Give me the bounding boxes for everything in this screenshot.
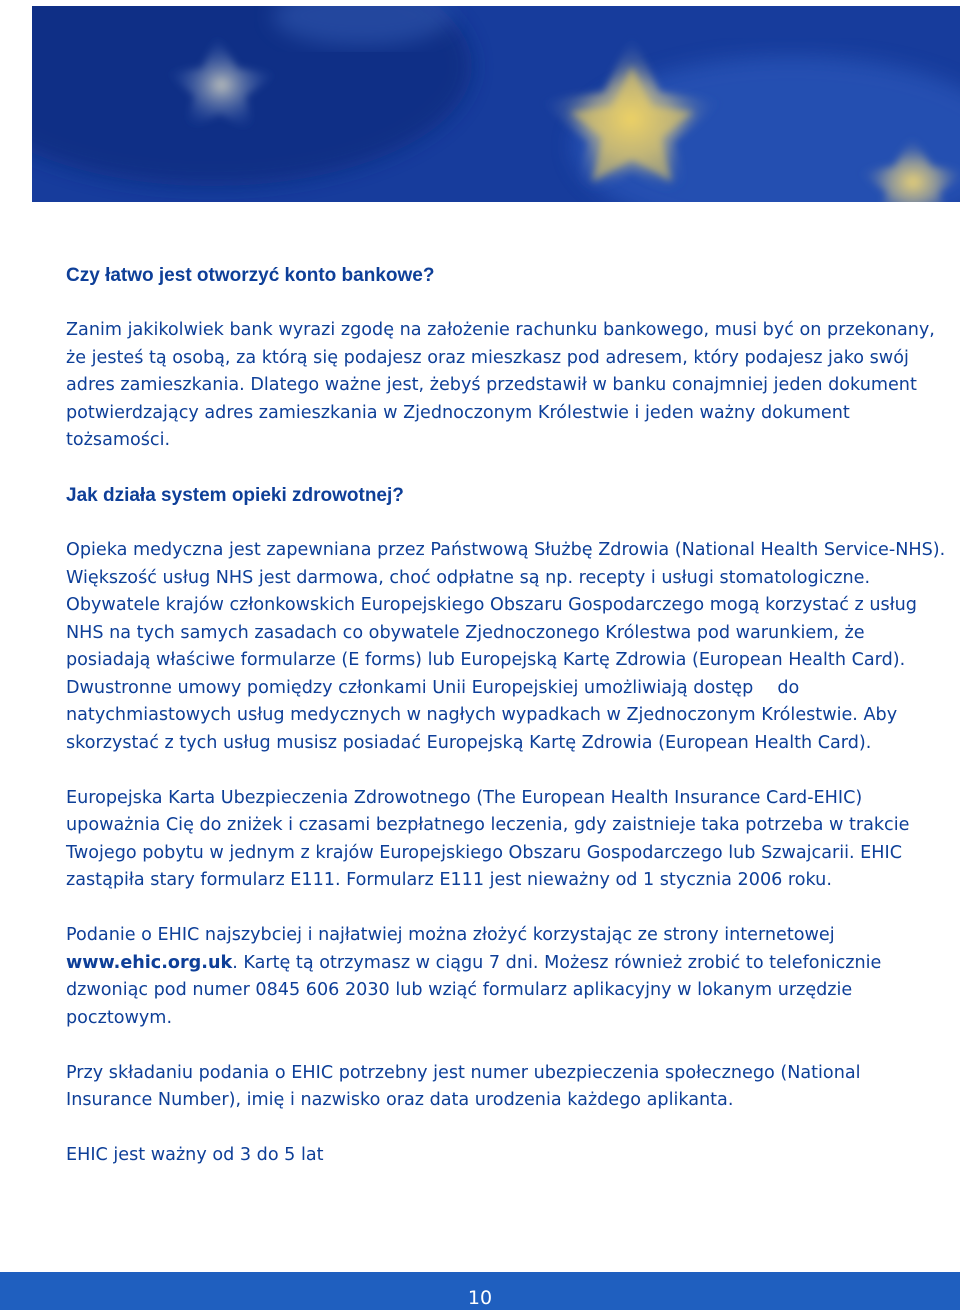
health-system-paragraph bbox=[66, 537, 946, 757]
hero-banner-image bbox=[32, 6, 960, 202]
ehic-application-text-a: Podanie o EHIC najszybciej i najłatwiej można złożyć korzystając ze strony internetowej bbox=[66, 925, 835, 945]
bank-account-paragraph: Zanim jakikolwiek bank wyrazi zgodę na założenie rachunku bankowego, musi być on przekonany, że jesteś tą osobą, za którą się podajesz oraz mieszkasz pod adresem, który podajesz jako swój adres zamieszkania. Dlatego ważne jest, żebyś przedstawił w banku conajmniej jeden dokument potwierdzający adres zamieszkania w Zjednoczonym Królestwie i jeden ważny dokument tożsamości. bbox=[66, 320, 935, 450]
ehic-application-paragraph bbox=[66, 922, 946, 1032]
ehic-website-link[interactable]: www.ehic.org.uk bbox=[66, 952, 233, 973]
eu-stars-illustration bbox=[32, 6, 960, 202]
health-system-text-a: Opieka medyczna jest zapewniana przez Państwową Służbę Zdrowia (National Health Service-NHS). Większość usług NHS jest darmowa, choć odpłatne są np. recepty i usługi stomatologiczne. Obywatele krajów członkowskich Europejskiego Obszaru Gospodarczego mogą korzystać z usług NHS na tych samych zasadach co obywatele Zjednoczonego Królestwa pod warunkiem, że posiadają właściwe formularze (E forms) lub Europejską Kartę Zdrowia (European Health Card). Dwustronne umowy pomiędzy członkami Unii Europejskiej umożliwiają dostęp bbox=[66, 540, 946, 698]
health-system-heading: Jak działa system opieki zdrowotnej? bbox=[66, 485, 404, 506]
ehic-paragraph: Europejska Karta Ubezpieczenia Zdrowotnego (The European Health Insurance Card-EHIC) upoważnia Cię do zniżek i czasami bezpłatnego leczenia, gdy zaistnieje taka potrzeba w trakcie Twojego pobytu w jednym z krajów Europejskiego Obszaru Gospodarczego lub Szwajcarii. EHIC zastąpiła stary formularz E111. Formularz E111 jest nieważny od 1 stycznia 2006 roku. bbox=[66, 787, 910, 890]
page-number: 10 bbox=[467, 1287, 493, 1309]
ehic-application-text-b: . Kartę tą otrzymasz w ciągu 7 dni. Możesz również zrobić to telefonicznie dzwoniąc pod numer 0845 606 2030 lub wziąć formularz aplikacyjny w lokanym urzędzie pocztowym. bbox=[66, 952, 882, 1028]
page-content bbox=[66, 262, 946, 1170]
ehic-requirements-paragraph: Przy składaniu podania o EHIC potrzebny jest numer ubezpieczenia społecznego (National Insurance Number), imię i nazwisko oraz data urodzenia każdego aplikanta. bbox=[66, 1062, 861, 1110]
bank-account-heading: Czy łatwo jest otworzyć konto bankowe? bbox=[66, 265, 435, 286]
ehic-validity-paragraph: EHIC jest ważny od 3 do 5 lat bbox=[66, 1145, 324, 1165]
health-system-text-b: do natychmiastowych usług medycznych w nagłych wypadkach w Zjednoczonym Królestwie. Aby skorzystać z tych usług musisz posiadać Europejską Kartę Zdrowia (European Health Card). bbox=[66, 677, 898, 753]
footer-bar bbox=[0, 1272, 960, 1310]
